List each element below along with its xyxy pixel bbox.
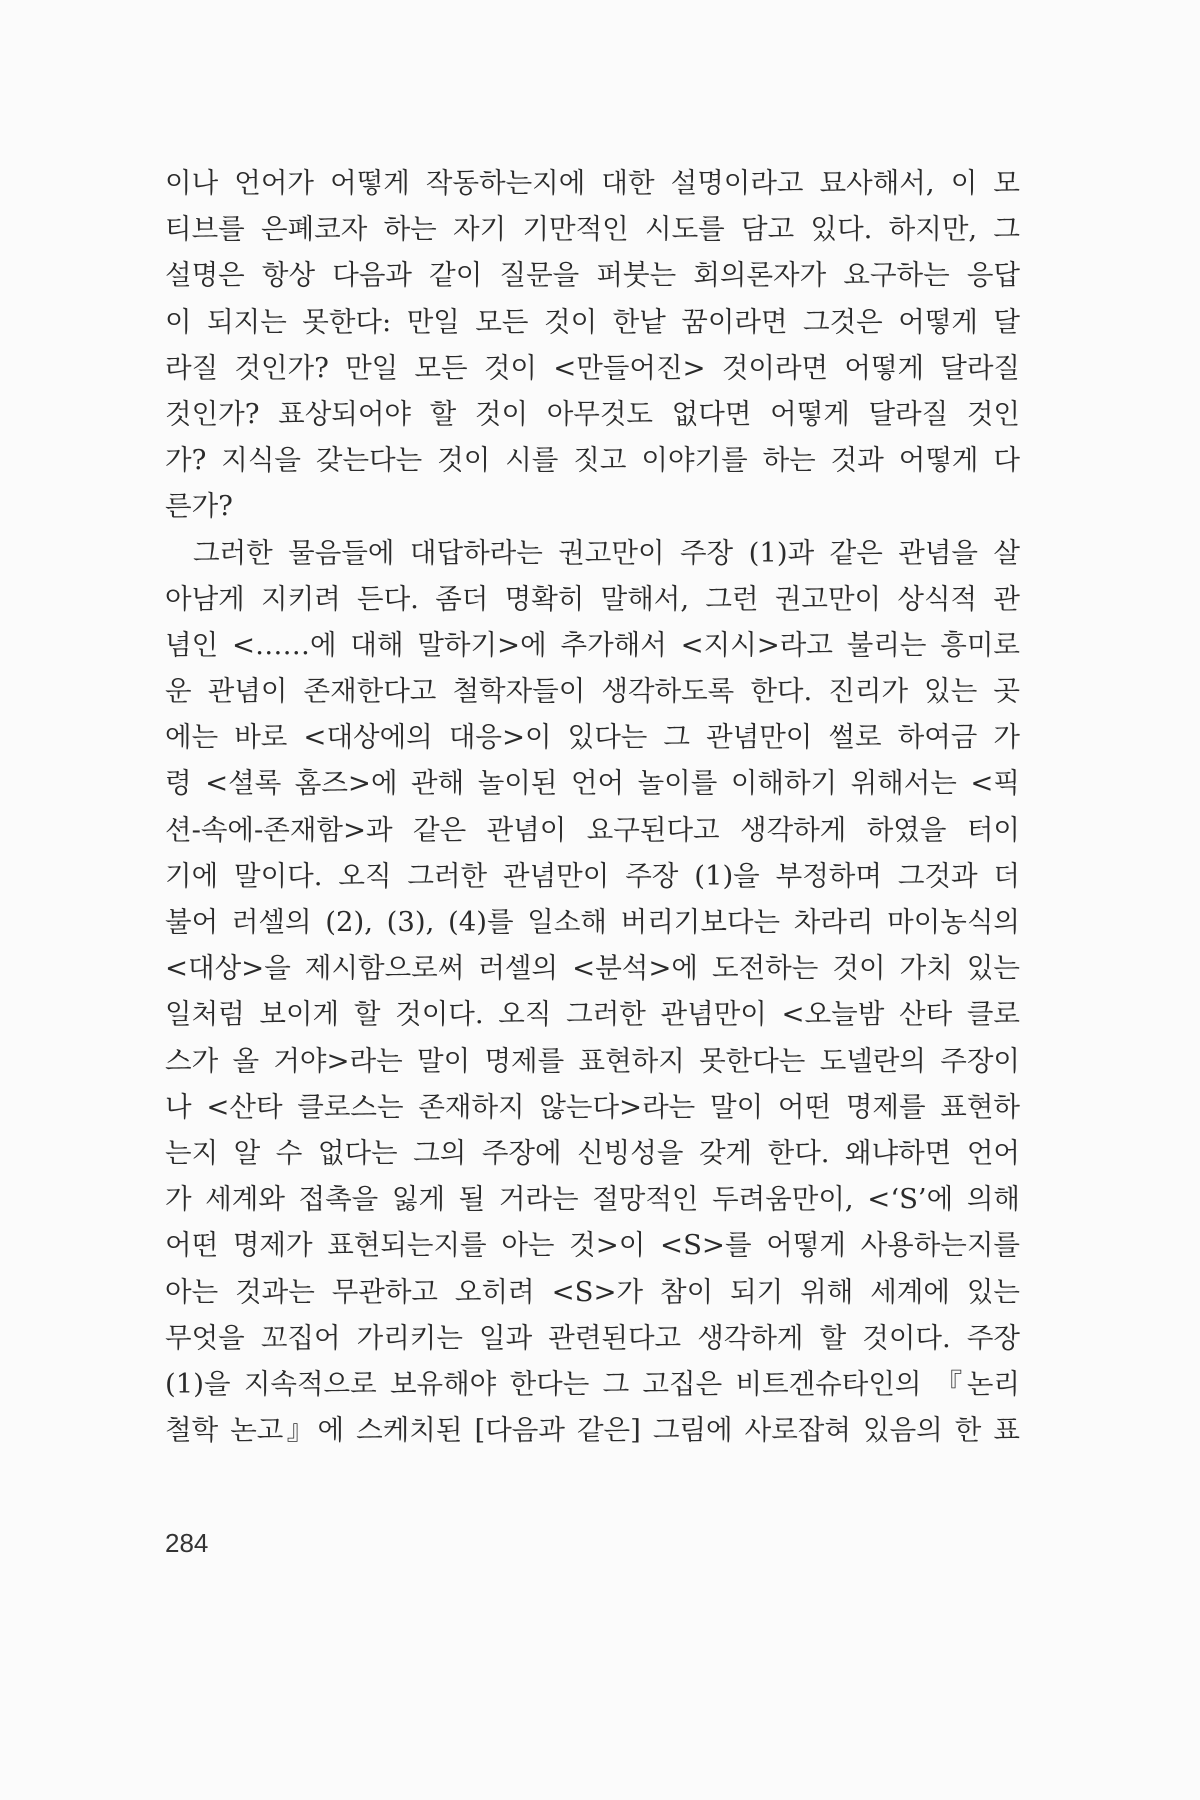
text-line: 는지 알 수 없다는 그의 주장에 신빙성을 갖게 한다. 왜냐하면 언어 <box>165 1136 1020 1169</box>
text-line: 이 되지는 못한다: 만일 모든 것이 한낱 꿈이라면 그것은 어떻게 달 <box>165 305 1020 338</box>
text-line: 철학 논고』에 스케치된 [다음과 같은] 그림에 사로잡혀 있음의 한 표 <box>165 1414 1020 1447</box>
text-line: 션-속에-존재함>과 같은 관념이 요구된다고 생각하게 하였을 터이 <box>165 813 1020 846</box>
text-line: 이나 언어가 어떻게 작동하는지에 대한 설명이라고 묘사해서, 이 모 <box>165 167 1020 199</box>
body-text <box>165 160 1020 1453</box>
text-line: 념인 <……에 대해 말하기>에 추가해서 <지시>라고 불리는 흥미로 <box>165 628 1020 661</box>
text-line: 기에 말이다. 오직 그러한 관념만이 주장 (1)을 부정하며 그것과 더 <box>165 859 1020 892</box>
text-line: (1)을 지속적으로 보유해야 한다는 그 고집은 비트겐슈타인의 『논리 <box>165 1367 1020 1400</box>
text-line: 티브를 은폐코자 하는 자기 기만적인 시도를 담고 있다. 하지만, 그 <box>165 213 1020 246</box>
text-line: 라질 것인가? 만일 모든 것이 <만들어진> 것이라면 어떻게 달라질 <box>165 351 1020 384</box>
text-line: 른가? <box>165 490 233 523</box>
text-line: 일처럼 보이게 할 것이다. 오직 그러한 관념만이 <오늘밤 산타 클로 <box>165 998 1020 1031</box>
text-line: 스가 올 거야>라는 말이 명제를 표현하지 못한다는 도넬란의 주장이 <box>165 1044 1020 1077</box>
text-line: 에는 바로 <대상에의 대응>이 있다는 그 관념만이 썰로 하여금 가 <box>165 721 1020 754</box>
text-line: 운 관념이 존재한다고 철학자들이 생각하도록 한다. 진리가 있는 곳 <box>165 675 1020 708</box>
text-line: 령 <셜록 홈즈>에 관해 놀이된 언어 놀이를 이해하기 위해서는 <픽 <box>165 767 1020 800</box>
text-line: 무엇을 꼬집어 가리키는 일과 관련된다고 생각하게 할 것이다. 주장 <box>165 1321 1020 1354</box>
text-line: 불어 러셀의 (2), (3), (4)를 일소해 버리기보다는 차라리 마이농식의 <box>165 906 1020 938</box>
text-line: 가 세계와 접촉을 잃게 될 거라는 절망적인 두려움만이, <‘S’에 의해 <box>165 1183 1020 1216</box>
text-line: 아남게 지키려 든다. 좀더 명확히 말해서, 그런 권고만이 상식적 관 <box>165 582 1020 615</box>
text-line: 어떤 명제가 표현되는지를 아는 것>이 <S>를 어떻게 사용하는지를 <box>165 1229 1020 1262</box>
text-line: 나 <산타 클로스는 존재하지 않는다>라는 말이 어떤 명제를 표현하 <box>165 1090 1020 1123</box>
text-line: 가? 지식을 갖는다는 것이 시를 짓고 이야기를 하는 것과 어떻게 다 <box>165 444 1020 477</box>
page-number: 284 <box>165 1528 209 1558</box>
text-line: 아는 것과는 무관하고 오히려 <S>가 참이 되기 위해 세계에 있는 <box>165 1275 1020 1308</box>
text-line: 설명은 항상 다음과 같이 질문을 퍼붓는 회의론자가 요구하는 응답 <box>165 259 1020 292</box>
paragraph-first-line: 그러한 물음들에 대답하라는 권고만이 주장 (1)과 같은 관념을 살 <box>193 536 1020 569</box>
text-line: <대상>을 제시함으로써 러셀의 <분석>에 도전하는 것이 가치 있는 <box>165 952 1020 985</box>
text-line: 것인가? 표상되어야 할 것이 아무것도 없다면 어떻게 달라질 것인 <box>165 397 1020 430</box>
